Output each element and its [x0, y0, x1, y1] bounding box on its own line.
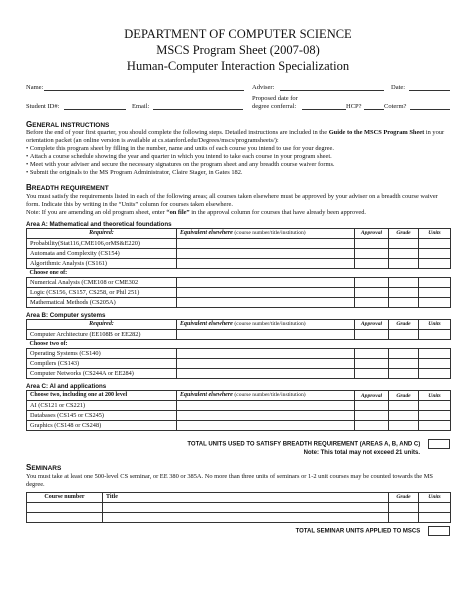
hcp-label: HCP? [346, 103, 362, 110]
units-header: Units [419, 320, 451, 330]
amend-note: Note: If you are amending an old program sheet, enter “on file” in the approval column for courses that have already been approved. [26, 208, 367, 216]
units-header: Units [419, 229, 451, 239]
equivalent-header: Equivalent elsewhere (course number/title/institution) [177, 320, 355, 330]
grade-header: Grade [389, 320, 419, 330]
title-header: Title [103, 492, 389, 502]
course-cell: Compilers (CS143) [27, 359, 177, 369]
instruction-item: • Complete this program sheet by filling in the number, name and units of each course you intend to use for your degree. [26, 145, 450, 153]
table-row [27, 349, 451, 359]
choose-one-label: Choose one of: [27, 269, 451, 278]
area-c-title: Area C: AI and applications [26, 383, 107, 391]
email-field[interactable] [153, 103, 243, 110]
area-b-title: Area B: Computer systems [26, 312, 106, 320]
breadth-total-row [26, 439, 450, 449]
course-cell: Numerical Analysis (CME108 or CME302 [27, 278, 177, 288]
course-number-header: Course number [27, 492, 103, 502]
specialization-title: Human-Computer Interaction Specialization [126, 59, 350, 73]
course-cell: Graphics (CS148 or CS248) [27, 421, 177, 431]
name-field[interactable] [44, 84, 244, 91]
instruction-item: • Meet with your adviser and secure the necessary signatures on the program sheet and any breadth course waiver forms. [26, 161, 450, 169]
table-row [27, 359, 451, 369]
student-id-label: Student ID#: [26, 103, 60, 110]
seminar-total-box[interactable] [428, 526, 450, 536]
breadth-requirement-text: You must satisfy the requirements listed in each of the following areas; all courses taken elsewhere must be approved by your adviser on a breadth course waiver form. Indicate this by writing in the “Units” column for courses taken elsewhere. [26, 192, 438, 208]
department-title: DEPARTMENT OF COMPUTER SCIENCE [124, 27, 352, 41]
units-header: Units [419, 492, 451, 502]
table-row [27, 512, 451, 522]
equivalent-header: Equivalent elsewhere (course number/title/institution) [177, 229, 355, 239]
form-row-2 [26, 95, 450, 113]
seminars-text: You must take at least one 500-level CS seminar, or EE 380 or 385A. No more than three units of seminars or 1-2 unit courses may be counted towards the MS degree. [26, 472, 433, 488]
seminar-total-row [26, 526, 450, 536]
form-row-1 [26, 81, 450, 95]
seminar-total-label: TOTAL SEMINAR UNITS APPLIED TO MSCS [295, 528, 421, 535]
table-row [27, 259, 451, 269]
coterm-field[interactable] [410, 103, 450, 110]
table-row [27, 421, 451, 431]
table-row [27, 411, 451, 421]
proposed-date-label: Proposed date for [252, 95, 298, 102]
table-row [27, 239, 451, 249]
choose-two-header: Choose two, including one at 200 level [27, 391, 177, 401]
adviser-label: Adviser: [252, 84, 275, 91]
table-row [27, 502, 451, 512]
date-label: Date: [391, 84, 406, 91]
area-a-title: Area A: Mathematical and theoretical foundations [26, 220, 172, 228]
approval-header: Approval [355, 391, 389, 401]
grade-header: Grade [389, 229, 419, 239]
course-cell: Automata and Complexity (CS154) [27, 249, 177, 259]
course-cell: Operating Systems (CS140) [27, 349, 177, 359]
table-row [27, 249, 451, 259]
choose-two-label: Choose two of: [27, 340, 451, 349]
course-cell: AI (CS121 or CS221) [27, 401, 177, 411]
course-cell: Computer Architecture (EE108B or EE282) [27, 330, 177, 340]
breadth-total-box[interactable] [428, 439, 450, 449]
degree-conferral-label: degree conferral: [252, 103, 297, 110]
name-label: Name: [26, 84, 44, 91]
required-header: Required: [27, 229, 177, 239]
units-header: Units [419, 391, 451, 401]
approval-header: Approval [355, 229, 389, 239]
course-cell: Algorithmic Analysis (CS161) [27, 259, 177, 269]
hcp-field[interactable] [364, 103, 384, 110]
grade-header: Grade [389, 391, 419, 401]
instruction-item: • Attach a course schedule showing the year and quarter in which you intend to take each course in your program sheet. [26, 153, 450, 161]
table-row [27, 288, 451, 298]
table-row [27, 369, 451, 379]
course-cell: Probability(Stat116,CME106,orMS&E220) [27, 239, 177, 249]
area-c-table [26, 390, 451, 431]
coterm-label: Coterm? [384, 103, 407, 110]
breadth-requirement-heading: BREADTH REQUIREMENT [26, 183, 109, 193]
approval-header: Approval [355, 320, 389, 330]
course-cell: Mathematical Methods (CS205A) [27, 298, 177, 308]
general-instructions-heading: GENERAL INSTRUCTIONS [26, 120, 110, 129]
seminars-heading: SEMINARS [26, 463, 62, 473]
seminars-table [26, 492, 451, 523]
email-label: Email: [132, 103, 150, 110]
area-b-table [26, 319, 451, 379]
breadth-total-note: Note: This total may not exceed 21 units. [303, 450, 420, 457]
table-row [27, 330, 451, 340]
equivalent-header: Equivalent elsewhere (course number/title/institution) [177, 391, 355, 401]
table-row [27, 401, 451, 411]
area-a-table [26, 228, 451, 308]
course-cell: Computer Networks (CS244A or EE284) [27, 369, 177, 379]
instruction-item: • Submit the originals to the MS Program Administrator, Claire Stager, in Gates 182. [26, 169, 450, 177]
course-cell: Databases (CS145 or CS245) [27, 411, 177, 421]
table-row [27, 278, 451, 288]
date-field[interactable] [409, 84, 450, 91]
adviser-field[interactable] [280, 84, 384, 91]
program-sheet [26, 26, 450, 536]
grade-header: Grade [389, 492, 419, 502]
conferral-date-field[interactable] [302, 103, 346, 110]
table-row [27, 298, 451, 308]
program-sheet-title: MSCS Program Sheet (2007-08) [156, 43, 320, 57]
instruction-list [26, 145, 450, 177]
course-cell: Logic (CS156, CS157, CS258, or Phil 251) [27, 288, 177, 298]
general-instructions-text: Before the end of your first quarter, you should complete the following steps. Detailed instructions are included in the Guide to the MSCS Program Sheet in your orientation packet (an online version is available at cs.stanford.edu/Degrees/mscs/programsheets/): [26, 129, 445, 145]
student-id-field[interactable] [64, 103, 126, 110]
breadth-total-label: TOTAL UNITS USED TO SATISFY BREADTH REQUIREMENT (AREAS A, B, AND C) [187, 441, 421, 448]
required-header: Required: [27, 320, 177, 330]
